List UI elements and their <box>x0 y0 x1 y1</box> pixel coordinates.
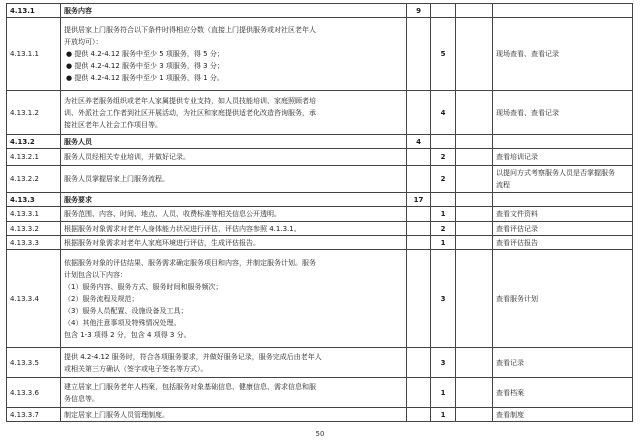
list-item: （3）服务人员配置、设施设备及工具； <box>64 306 188 315</box>
table-row <box>7 193 633 207</box>
evaluation-method: 查看评估报告 <box>493 236 633 250</box>
section-score: 9 <box>407 4 431 18</box>
evaluation-method: 以提问方式考察服务人员是否掌握服务 流程 <box>493 166 633 193</box>
table-row <box>7 135 633 149</box>
clause-score: 1 <box>431 207 456 222</box>
clause-code: 4.13.3.3 <box>7 236 61 250</box>
scoring-table <box>6 3 633 422</box>
section-score: 4 <box>407 135 431 149</box>
evaluation-method: 查看制度 <box>493 408 633 422</box>
table-row <box>7 166 633 193</box>
section-score: 17 <box>407 193 431 207</box>
clause-score: 2 <box>431 149 456 166</box>
section-title: 服务人员 <box>61 135 407 149</box>
clause-code: 4.13.3.6 <box>7 378 61 408</box>
bullet-item: ● 提供 4.2-4.12 服务中至少 1 项服务，得 1 分。 <box>66 74 224 82</box>
clause-code: 4.13.1.2 <box>7 91 61 135</box>
table-row <box>7 149 633 166</box>
clause-code: 4.13.3.5 <box>7 348 61 378</box>
clause-score: 2 <box>431 166 456 193</box>
clause-content: 为社区养老服务组织或老年人家属提供专业支持，如人员技能培训、家庭照顾者培 训、外派社会工作者到社区开展活动，为社区和家庭提供适老化改造咨询服务，承 接社区老年人社会工作项目等。 <box>61 91 407 135</box>
evaluation-method: 查看文件资料 <box>493 207 633 222</box>
clause-content: 服务人员掌握居家上门服务流程。 <box>61 166 407 193</box>
clause-code: 4.13.2.1 <box>7 149 61 166</box>
clause-content: 依据服务对象的评估结果、服务需求确定服务项目和内容，并制定服务计划。服务 计划包含以下内容： （1）服务内容、服务方式、服务时间和服务频次； （2）服务流程及规范； （3）服务人员配置、设施设备及工具； （4）其他注意事项及特殊情况处理。 包含 1-3 项得 2 分，包含 4 项得 3 分。 <box>61 250 407 348</box>
list-item: （2）服务流程及规范； <box>64 294 139 303</box>
clause-code: 4.13.3.7 <box>7 408 61 422</box>
bullet-item: ● 提供 4.2-4.12 服务中至少 3 项服务，得 3 分； <box>66 62 224 70</box>
clause-score: 1 <box>431 236 456 250</box>
table-row <box>7 222 633 236</box>
clause-code: 4.13.2 <box>7 135 61 149</box>
evaluation-method: 查看服务计划 <box>493 250 633 348</box>
clause-code: 4.13.1 <box>7 4 61 18</box>
clause-code: 4.13.3 <box>7 193 61 207</box>
clause-content: 制定居家上门服务人员管理制度。 <box>61 408 407 422</box>
clause-score: 3 <box>431 250 456 348</box>
bullet-item: ● 提供 4.2-4.12 服务中至少 5 项服务，得 5 分； <box>66 50 224 58</box>
table-row <box>7 250 633 348</box>
section-title: 服务内容 <box>61 4 407 18</box>
clause-content: 服务人员经相关专业培训，并做好记录。 <box>61 149 407 166</box>
clause-score: 4 <box>431 91 456 135</box>
clause-content: 建立居家上门服务老年人档案，包括服务对象基础信息、健康信息、需求信息和服 务信息等。 <box>61 378 407 408</box>
clause-score: 1 <box>431 408 456 422</box>
clause-score: 3 <box>431 348 456 378</box>
clause-score: 1 <box>431 378 456 408</box>
clause-content: 提供居家上门服务符合以下条件时得相应分数（直接上门提供服务或对社区老年人 开放均可）： ● 提供 4.2-4.12 服务中至少 5 项服务，得 5 分； ● 提供 4.2-4.12 服务中至少 3 项服务，得 3 分； ● 提供 4.2-4.12 服务中至少 1 项服务，得 1 分。 <box>61 18 407 91</box>
clause-code: 4.13.3.1 <box>7 207 61 222</box>
clause-content: 提供 4.2-4.12 服务时，符合各项服务要求，并做好服务记录，服务完成后由老年人 或相关第三方确认（签字或电子签名等方式）。 <box>61 348 407 378</box>
evaluation-method: 查看记录 <box>493 348 633 378</box>
table-row <box>7 91 633 135</box>
evaluation-method: 查看培训记录 <box>493 149 633 166</box>
table-row <box>7 348 633 378</box>
evaluation-method: 查看档案 <box>493 378 633 408</box>
table-row <box>7 236 633 250</box>
evaluation-method: 查看评估记录 <box>493 222 633 236</box>
clause-content: 根据服务对象需求对老年人家庭环境进行评估，生成评估报告。 <box>61 236 407 250</box>
clause-content: 服务范围、内容、时间、地点、人员、收费标准等相关信息公开透明。 <box>61 207 407 222</box>
list-item: （4）其他注意事项及特殊情况处理。 <box>64 318 181 327</box>
section-title: 服务要求 <box>61 193 407 207</box>
clause-code: 4.13.3.4 <box>7 250 61 348</box>
table-row <box>7 4 633 18</box>
clause-score: 5 <box>431 18 456 91</box>
clause-code: 4.13.3.2 <box>7 222 61 236</box>
clause-score: 2 <box>431 222 456 236</box>
page-number: 50 <box>315 430 325 438</box>
clause-code: 4.13.1.1 <box>7 18 61 91</box>
evaluation-method: 现场查看、查看记录 <box>493 18 633 91</box>
table-row <box>7 207 633 222</box>
list-item: （1）服务内容、服务方式、服务时间和服务频次； <box>64 282 223 291</box>
table-row <box>7 18 633 91</box>
clause-code: 4.13.2.2 <box>7 166 61 193</box>
table-row <box>7 378 633 408</box>
evaluation-method: 现场查看、查看记录 <box>493 91 633 135</box>
clause-content: 根据服务对象需求对老年人身体能力状况进行评估，评估内容参照 4.1.3.1。 <box>61 222 407 236</box>
table-row <box>7 408 633 422</box>
